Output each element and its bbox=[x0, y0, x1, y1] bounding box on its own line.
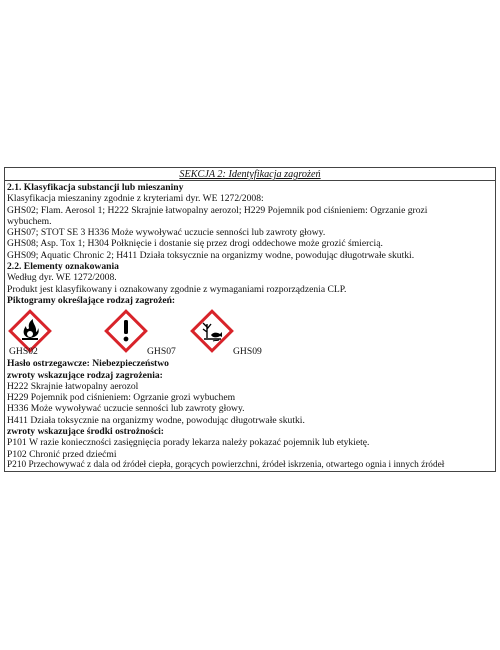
pictograms-heading: Piktogramy określające rodzaj zagrożeń: bbox=[7, 294, 176, 306]
classification-line: GHS02; Flam. Aerosol 1; H222 Skrajnie łatwopalny aerozol; H229 Pojemnik pod ciśnieniem: Ogrzanie grozi bbox=[7, 204, 428, 216]
signal-word: Hasło ostrzegawcze: Niebezpieczeństwo bbox=[7, 358, 169, 370]
classification-line: GHS09; Aquatic Chronic 2; H411 Działa toksycznie na organizmy wodne, powodując długotrwałe skutki. bbox=[7, 249, 415, 261]
pictogram-code: GHS07 bbox=[147, 346, 176, 358]
precautionary-statements-heading: zwroty wskazujące środki ostrożności: bbox=[7, 426, 164, 438]
classification-line: GHS08; Asp. Tox 1; H304 Połknięcie i dostanie się przez drogi oddechowe może grozić śmiercią. bbox=[7, 238, 383, 250]
pictogram-row bbox=[7, 306, 493, 358]
precautionary-statement: P102 Chronić przed dziećmi bbox=[7, 448, 117, 460]
section-content bbox=[5, 181, 495, 471]
classification-line: GHS07; STOT SE 3 H336 Może wywoływać uczucie senności lub zawroty głowy. bbox=[7, 227, 326, 239]
pictogram-code: GHS09 bbox=[233, 346, 262, 358]
label-elements-line: Produkt jest klasyfikowany i oznakowany zgodnie z wymaganiami rozporządzenia CLP. bbox=[7, 283, 347, 295]
pictogram-code: GHS02 bbox=[9, 346, 38, 358]
hazard-statement: H229 Pojemnik pod ciśnieniem: Ogrzanie grozi wybuchem bbox=[7, 392, 236, 404]
safety-data-sheet-section bbox=[4, 167, 496, 472]
precautionary-statement: P101 W razie konieczności zasięgnięcia porady lekarza należy pokazać pojemnik lub etykietę. bbox=[7, 437, 370, 449]
hazard-statement: H336 Może wywoływać uczucie senności lub zawroty głowy. bbox=[7, 403, 245, 415]
classification-intro: Klasyfikacja mieszaniny zgodnie z kryteriami dyr. WE 1272/2008: bbox=[7, 193, 264, 205]
section-title: SEKCJA 2: Identyfikacja zagrożeń bbox=[5, 168, 495, 181]
environment-icon bbox=[189, 308, 235, 354]
classification-heading: 2.1. Klasyfikacja substancji lub mieszaniny bbox=[7, 182, 184, 193]
precautionary-statement: P210 Przechowywać z dala od źródeł ciepła, gorących powierzchni, źródeł iskrzenia, otwartego ognia i innych źródeł bbox=[7, 459, 445, 470]
hazard-statement: H222 Skrajnie łatwopalny aerozol bbox=[7, 380, 139, 392]
hazard-statement: H411 Działa toksycznie na organizmy wodne, powodując długotrwałe skutki. bbox=[7, 414, 305, 426]
exclamation-icon bbox=[103, 308, 149, 354]
label-elements-heading: 2.2. Elementy oznakowania bbox=[7, 261, 119, 273]
hazard-statements-heading: zwroty wskazujące rodzaj zagrożenia: bbox=[7, 369, 163, 381]
classification-line: wybuchem. bbox=[7, 215, 52, 227]
label-elements-line: Według dyr. WE 1272/2008. bbox=[7, 272, 117, 284]
